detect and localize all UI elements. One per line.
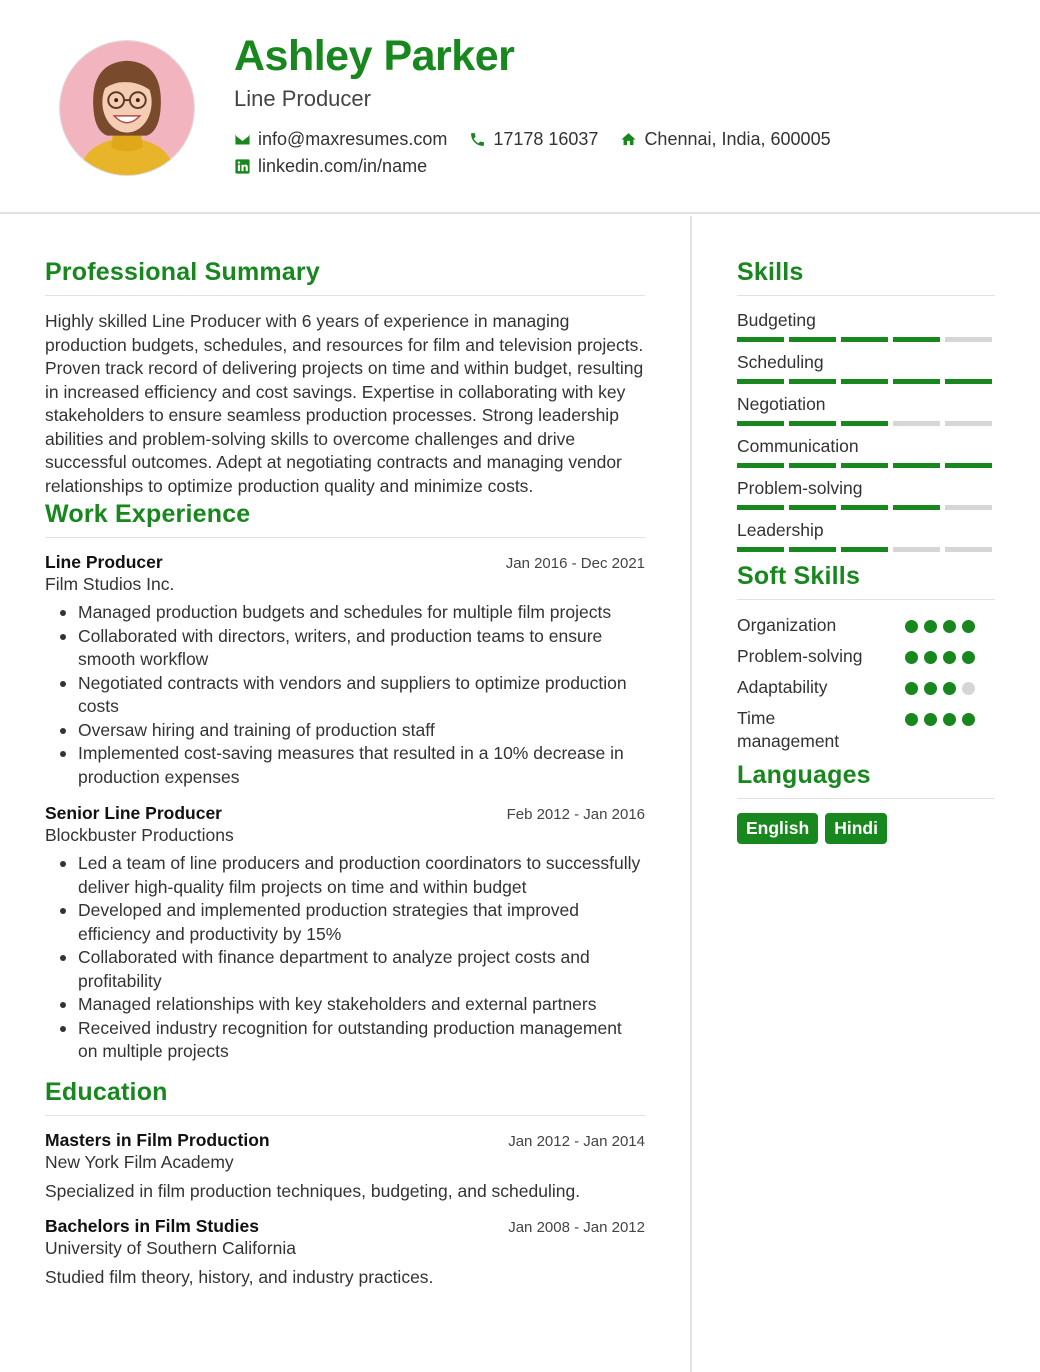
job-bullet: Managed production budgets and schedules for multiple film projects [45, 601, 645, 625]
job-entry [45, 803, 645, 1064]
skill-item [737, 520, 995, 552]
soft-skill-name: Adaptability [737, 677, 828, 697]
job-bullet: Negotiated contracts with vendors and suppliers to optimize production costs [45, 672, 645, 719]
education-title: Education [45, 1078, 645, 1116]
school-name: University of Southern California [45, 1237, 296, 1258]
soft-skill-rating [905, 676, 975, 695]
profile-photo-illustration [60, 41, 194, 175]
skill-bar-segment [737, 379, 784, 384]
job-company: Blockbuster Productions [45, 825, 234, 845]
skill-item [737, 352, 995, 384]
soft-skill-name: Problem-solving [737, 646, 863, 666]
contact-linkedin[interactable] [234, 156, 427, 177]
skill-name: Budgeting [737, 310, 816, 330]
skill-bar-segment [841, 505, 888, 510]
job-date: Feb 2012 - Jan 2016 [506, 806, 645, 823]
linkedin-icon [234, 158, 251, 175]
skill-name: Problem-solving [737, 478, 863, 498]
rating-dot [962, 651, 975, 664]
skill-bar-segment [737, 421, 784, 426]
side-column [737, 258, 995, 844]
skill-bar-segment [841, 421, 888, 426]
phone-text: 17178 16037 [493, 129, 599, 149]
degree-title: Bachelors in Film Studies [45, 1215, 259, 1236]
soft-skill-item [737, 614, 995, 637]
summary-title: Professional Summary [45, 258, 645, 296]
soft-skill-item [737, 645, 995, 668]
column-divider [690, 216, 692, 1372]
contact-phone[interactable] [469, 129, 598, 150]
skill-bar-segment [789, 463, 836, 468]
job-bullet: Collaborated with directors, writers, and production teams to ensure smooth workflow [45, 625, 645, 672]
job-company: Film Studios Inc. [45, 574, 175, 594]
language-tag: English [737, 813, 818, 844]
skills-title: Skills [737, 258, 995, 296]
experience-title: Work Experience [45, 500, 645, 538]
rating-dot [924, 682, 937, 695]
soft-skill-rating [905, 614, 975, 633]
skill-bar [737, 463, 995, 468]
education-date: Jan 2008 - Jan 2012 [508, 1218, 645, 1236]
education-header [45, 1216, 645, 1237]
skill-bar-segment [945, 505, 992, 510]
resume-header [0, 0, 1040, 214]
envelope-icon [234, 131, 251, 148]
skill-bar [737, 421, 995, 426]
skill-bar-segment [789, 337, 836, 342]
rating-dot [962, 682, 975, 695]
skill-bar-segment [945, 379, 992, 384]
rating-dot [924, 713, 937, 726]
skill-name: Leadership [737, 520, 824, 540]
skill-bar-segment [789, 547, 836, 552]
skill-bar-segment [893, 547, 940, 552]
skill-item [737, 394, 995, 426]
soft-skill-item [737, 676, 995, 699]
skill-item [737, 310, 995, 342]
school-name: New York Film Academy [45, 1151, 234, 1172]
job-date: Jan 2016 - Dec 2021 [505, 555, 645, 572]
skill-bar-segment [841, 379, 888, 384]
phone-icon [469, 131, 486, 148]
home-icon [620, 131, 637, 148]
job-bullets [45, 852, 645, 1064]
skill-name: Negotiation [737, 394, 826, 414]
skill-bar-segment [893, 505, 940, 510]
rating-dot [943, 651, 956, 664]
education-description: Studied film theory, history, and industry practices. [45, 1266, 434, 1287]
skill-bar-segment [737, 505, 784, 510]
rating-dot [943, 682, 956, 695]
education-entry [45, 1216, 645, 1288]
job-bullet: Implemented cost-saving measures that resulted in a 10% decrease in production expenses [45, 742, 645, 789]
rating-dot [905, 713, 918, 726]
skill-item [737, 478, 995, 510]
skill-bar-segment [945, 547, 992, 552]
skill-bar-segment [737, 463, 784, 468]
contact-location [620, 129, 830, 150]
skill-bar-segment [893, 337, 940, 342]
skill-bar-segment [841, 547, 888, 552]
skill-bar-segment [789, 379, 836, 384]
summary-text: Highly skilled Line Producer with 6 years of experience in managing production budgets, schedules, and resources for film and television projects. Proven track record of delivering projects on time and within budget, resulting in increased efficiency and cost savings. Expertise in collaborating with key stakeholders to ensure seamless production processes. Strong leadership abilities and problem-solving skills to overcome challenges and drive successful outcomes. Adept at negotiating contracts and managing vendor relationships to optimize production quality and minimize costs. [45, 311, 644, 496]
skill-bar-segment [893, 421, 940, 426]
education-header [45, 1130, 645, 1151]
skill-bar-segment [737, 337, 784, 342]
contact-row-linkedin [234, 156, 449, 177]
candidate-role: Line Producer [234, 86, 371, 111]
job-bullet: Led a team of line producers and production coordinators to successfully deliver high-quality film projects on time and within budget [45, 852, 645, 899]
rating-dot [924, 651, 937, 664]
soft-skills-list [737, 614, 995, 753]
soft-skill-item [737, 707, 995, 753]
email-text: info@maxresumes.com [258, 129, 448, 149]
job-bullets [45, 601, 645, 789]
skill-bar-segment [841, 337, 888, 342]
skill-bar-segment [737, 547, 784, 552]
rating-dot [962, 620, 975, 633]
skill-name: Scheduling [737, 352, 824, 372]
rating-dot [905, 682, 918, 695]
skill-bar [737, 337, 995, 342]
skill-bar-segment [841, 463, 888, 468]
skill-bar-segment [945, 337, 992, 342]
skill-bar [737, 505, 995, 510]
education-date: Jan 2012 - Jan 2014 [508, 1132, 645, 1150]
education-entry [45, 1130, 645, 1202]
skill-bar-segment [789, 505, 836, 510]
rating-dot [905, 620, 918, 633]
degree-title: Masters in Film Production [45, 1129, 270, 1150]
soft-skill-name: Organization [737, 615, 837, 635]
languages-list [737, 813, 995, 844]
skill-bar-segment [945, 463, 992, 468]
languages-title: Languages [737, 761, 995, 799]
education-description: Specialized in film production techniques, budgeting, and scheduling. [45, 1180, 581, 1201]
linkedin-text: linkedin.com/in/name [258, 156, 428, 176]
skills-list [737, 310, 995, 552]
skill-bar [737, 547, 995, 552]
location-text: Chennai, India, 600005 [644, 129, 831, 149]
rating-dot [905, 651, 918, 664]
job-header [45, 803, 645, 824]
skill-bar-segment [893, 379, 940, 384]
language-tag: Hindi [825, 813, 887, 844]
soft-skill-rating [905, 645, 975, 664]
job-title: Line Producer [45, 552, 163, 572]
rating-dot [962, 713, 975, 726]
job-header [45, 552, 645, 573]
rating-dot [943, 713, 956, 726]
skill-bar-segment [945, 421, 992, 426]
skill-item [737, 436, 995, 468]
job-title: Senior Line Producer [45, 803, 222, 823]
soft-skill-name: Time management [737, 708, 840, 751]
skill-bar [737, 379, 995, 384]
job-bullet: Oversaw hiring and training of production staff [45, 719, 645, 743]
job-bullet: Received industry recognition for outstanding production management on multiple projects [45, 1017, 645, 1064]
profile-photo [59, 40, 195, 176]
rating-dot [924, 620, 937, 633]
candidate-name: Ashley Parker [234, 32, 515, 80]
soft-skills-title: Soft Skills [737, 562, 995, 600]
contact-row [234, 129, 853, 150]
rating-dot [943, 620, 956, 633]
skill-name: Communication [737, 436, 859, 456]
job-bullet: Managed relationships with key stakeholders and external partners [45, 993, 645, 1017]
skill-bar-segment [789, 421, 836, 426]
main-column [45, 258, 645, 1302]
job-bullet: Developed and implemented production strategies that improved efficiency and productivity by 15% [45, 899, 645, 946]
skill-bar-segment [893, 463, 940, 468]
job-entry [45, 552, 645, 789]
soft-skill-rating [905, 707, 975, 726]
job-bullet: Collaborated with finance department to analyze project costs and profitability [45, 946, 645, 993]
contact-email[interactable] [234, 129, 447, 150]
